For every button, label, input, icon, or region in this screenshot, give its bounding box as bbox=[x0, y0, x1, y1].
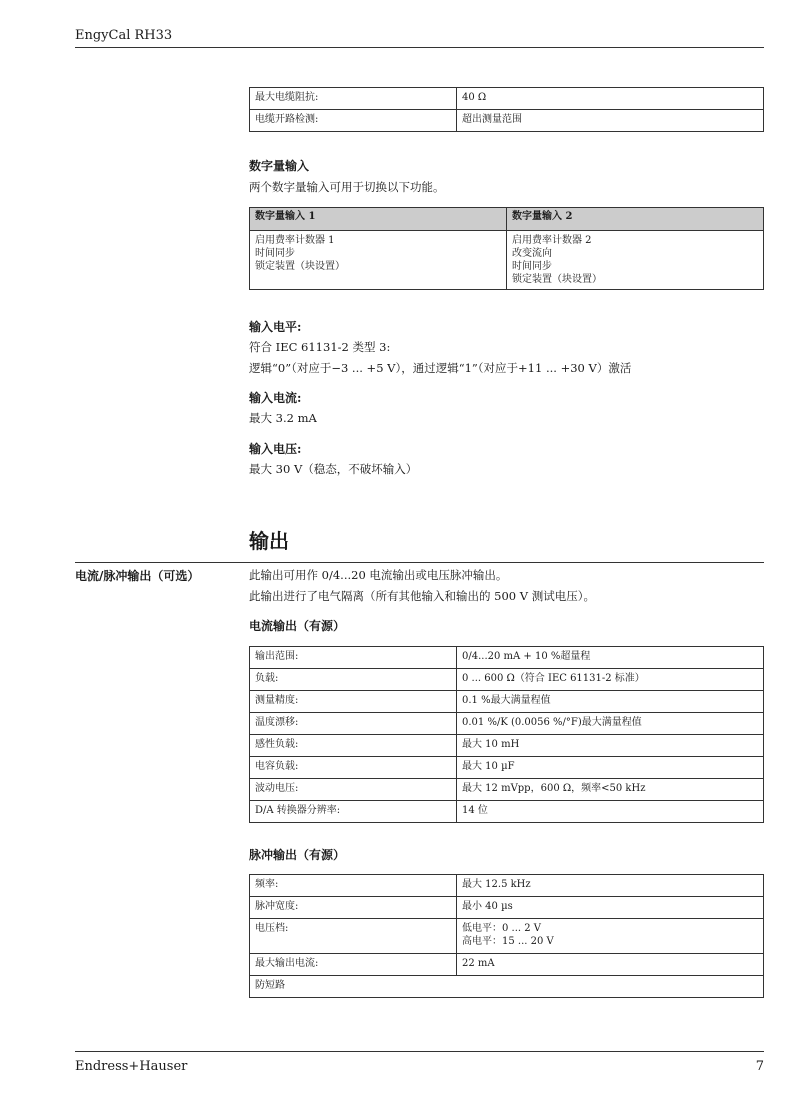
spec-key: 温度漂移: bbox=[250, 713, 457, 735]
spec-key: 电压档: bbox=[250, 919, 457, 954]
list-item: 时间同步 bbox=[255, 248, 295, 259]
header-divider bbox=[75, 47, 764, 48]
spec-key: 电缆开路检测: bbox=[250, 110, 457, 132]
spec-value: 最大 10 mH bbox=[457, 735, 764, 757]
list-item: 锁定装置（块设置） bbox=[255, 261, 345, 272]
pulse-output-table bbox=[249, 874, 764, 998]
footer-brand: Endress+Hauser bbox=[75, 1059, 188, 1074]
cable-spec-table bbox=[249, 87, 764, 132]
current-output-table-wrap bbox=[249, 646, 764, 823]
spec-key: 电容负载: bbox=[250, 757, 457, 779]
spec-value: 最小 40 µs bbox=[457, 897, 764, 919]
digital-input-table-wrap bbox=[249, 207, 764, 290]
input-level-heading: 输入电平: bbox=[249, 320, 302, 334]
input-current-heading: 输入电流: bbox=[249, 391, 302, 405]
section-title: 输出 bbox=[249, 529, 289, 553]
spec-key: 感性负载: bbox=[250, 735, 457, 757]
table-row bbox=[250, 231, 764, 290]
input-level-line-2: 逻辑“0”（对应于−3 ... +5 V），通过逻辑“1”（对应于+11 ... +30 V）激活 bbox=[249, 361, 632, 375]
spec-value: 超出测量范围 bbox=[457, 110, 764, 132]
digital-input-intro: 两个数字量输入可用于切换以下功能。 bbox=[249, 180, 445, 194]
spec-key: 脉冲宽度: bbox=[250, 897, 457, 919]
table-row bbox=[250, 691, 764, 713]
spec-value: 最大 12 mVpp，600 Ω，频率<50 kHz bbox=[457, 779, 764, 801]
input-voltage-value: 最大 30 V（稳态，不破坏输入） bbox=[249, 462, 418, 476]
footer-divider bbox=[75, 1051, 764, 1052]
spec-value: 22 mA bbox=[457, 954, 764, 976]
list-item: 启用费率计数器 2 bbox=[512, 235, 592, 246]
high-level-value: 高电平：15 ... 20 V bbox=[462, 936, 554, 947]
table-row bbox=[250, 757, 764, 779]
spec-value: 0.1 %最大满量程值 bbox=[457, 691, 764, 713]
table-row bbox=[250, 875, 764, 897]
spec-key: 最大输出电流: bbox=[250, 954, 457, 976]
list-item: 时间同步 bbox=[512, 261, 552, 272]
list-item: 改变流向 bbox=[512, 248, 552, 259]
table-row bbox=[250, 110, 764, 132]
column-header: 数字量输入 2 bbox=[507, 208, 764, 231]
spec-value: 40 Ω bbox=[457, 88, 764, 110]
spec-value: 0.01 %/K (0.0056 %/°F)最大满量程值 bbox=[457, 713, 764, 735]
spec-key: D/A 转换器分辨率: bbox=[250, 801, 457, 823]
list-item: 启用费率计数器 1 bbox=[255, 235, 335, 246]
cable-spec-table-wrap bbox=[249, 87, 764, 132]
pulse-output-heading: 脉冲输出（有源） bbox=[249, 848, 346, 862]
column-header: 数字量输入 1 bbox=[250, 208, 507, 231]
spec-value: 0/4...20 mA + 10 %超量程 bbox=[457, 647, 764, 669]
table-row bbox=[250, 801, 764, 823]
spec-value: 最大 10 µF bbox=[457, 757, 764, 779]
current-output-table bbox=[249, 646, 764, 823]
table-row bbox=[250, 779, 764, 801]
pulse-output-table-wrap bbox=[249, 874, 764, 998]
spec-value: 0 ... 600 Ω（符合 IEC 61131-2 标准） bbox=[457, 669, 764, 691]
table-row bbox=[250, 669, 764, 691]
side-label: 电流/脉冲输出（可选） bbox=[75, 569, 200, 583]
digital-input-2-functions bbox=[507, 231, 764, 290]
digital-input-table bbox=[249, 207, 764, 290]
digital-input-heading: 数字量输入 bbox=[249, 159, 310, 173]
table-row bbox=[250, 647, 764, 669]
spec-key: 测量精度: bbox=[250, 691, 457, 713]
input-voltage-heading: 输入电压: bbox=[249, 442, 302, 456]
spec-value: 最大 12.5 kHz bbox=[457, 875, 764, 897]
current-output-heading: 电流输出（有源） bbox=[249, 619, 346, 633]
input-current-value: 最大 3.2 mA bbox=[249, 411, 317, 425]
table-row bbox=[250, 976, 764, 998]
spec-value: 14 位 bbox=[457, 801, 764, 823]
output-line-2: 此输出进行了电气隔离（所有其他输入和输出的 500 V 测试电压）。 bbox=[249, 589, 595, 603]
spec-value bbox=[457, 919, 764, 954]
table-row bbox=[250, 713, 764, 735]
spec-key: 波动电压: bbox=[250, 779, 457, 801]
spec-key: 负载: bbox=[250, 669, 457, 691]
table-row bbox=[250, 919, 764, 954]
header-title: EngyCal RH33 bbox=[75, 28, 173, 43]
spec-key: 输出范围: bbox=[250, 647, 457, 669]
digital-input-1-functions bbox=[250, 231, 507, 290]
section-divider bbox=[75, 562, 764, 563]
low-level-value: 低电平：0 ... 2 V bbox=[462, 923, 542, 934]
table-row bbox=[250, 88, 764, 110]
spec-key: 频率: bbox=[250, 875, 457, 897]
table-header-row bbox=[250, 208, 764, 231]
spec-key: 最大电缆阻抗: bbox=[250, 88, 457, 110]
page-number: 7 bbox=[755, 1059, 764, 1074]
list-item: 锁定装置（块设置） bbox=[512, 274, 602, 285]
table-row bbox=[250, 954, 764, 976]
table-row bbox=[250, 735, 764, 757]
table-row bbox=[250, 897, 764, 919]
spec-note: 防短路 bbox=[250, 976, 764, 998]
output-line-1: 此输出可用作 0/4...20 电流输出或电压脉冲输出。 bbox=[249, 568, 508, 582]
input-level-line-1: 符合 IEC 61131-2 类型 3: bbox=[249, 340, 391, 354]
